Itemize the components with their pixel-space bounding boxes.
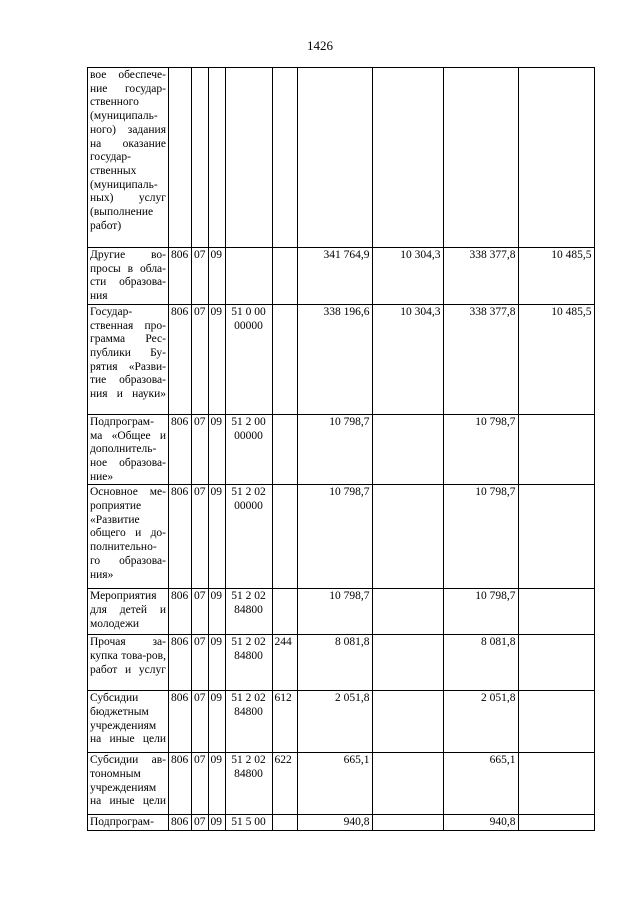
item-name-cell: Другие во-просы в обла-сти образова-ния (88, 248, 169, 305)
target-article-cell: 51 2 02 00000 (225, 485, 272, 589)
amount-year2-cell: 2 051,8 (443, 691, 518, 753)
subvention-year1-cell (372, 691, 443, 753)
ministry-code-cell: 806 (169, 691, 192, 753)
subsection-code-cell: 09 (208, 485, 225, 589)
amount-year1-cell: 10 798,7 (297, 485, 372, 589)
table-row (88, 753, 595, 815)
subvention-year2-cell: 10 485,5 (518, 248, 594, 305)
page-number: 1426 (307, 38, 333, 53)
expense-type-cell (272, 485, 297, 589)
amount-year2-cell: 940,8 (443, 815, 518, 831)
ministry-code-cell: 806 (169, 635, 192, 691)
item-name-cell: вое обеспече-ние государ-ственного (муниципаль-ного) задания на оказание государ-ственных (муниципаль-ных) услуг (выполнение работ) (88, 68, 169, 248)
subvention-year1-cell (372, 753, 443, 815)
section-code-cell: 07 (192, 635, 209, 691)
subsection-code-cell: 09 (208, 414, 225, 485)
amount-year2-cell: 665,1 (443, 753, 518, 815)
amount-year2-cell: 10 798,7 (443, 414, 518, 485)
amount-year1-cell: 2 051,8 (297, 691, 372, 753)
expense-type-cell: 612 (272, 691, 297, 753)
subsection-code-cell: 09 (208, 691, 225, 753)
amount-year1-cell: 8 081,8 (297, 635, 372, 691)
table-row (88, 68, 595, 248)
target-article-cell (225, 68, 272, 248)
expense-type-cell: 244 (272, 635, 297, 691)
item-name-cell: Субсидии ав-тономным учреждениям на иные цели (88, 753, 169, 815)
expense-type-cell (272, 68, 297, 248)
item-name-cell: Основное ме-роприятие «Развитие общего и до-полнительно-го образова-ния» (88, 485, 169, 589)
item-name-cell: Подпрограм-ма «Общее и дополнитель-ное образова-ние» (88, 414, 169, 485)
subsection-code-cell (208, 68, 225, 248)
amount-year2-cell: 10 798,7 (443, 589, 518, 635)
target-article-cell: 51 2 02 84800 (225, 589, 272, 635)
section-code-cell: 07 (192, 589, 209, 635)
target-article-cell: 51 2 02 84800 (225, 753, 272, 815)
item-name-cell: Прочая за-купка това-ров, работ и услуг (88, 635, 169, 691)
expense-type-cell (272, 815, 297, 831)
subsection-code-cell: 09 (208, 304, 225, 414)
expense-type-cell (272, 589, 297, 635)
subvention-year2-cell (518, 414, 594, 485)
ministry-code-cell: 806 (169, 589, 192, 635)
amount-year2-cell (443, 68, 518, 248)
expense-type-cell: 622 (272, 753, 297, 815)
amount-year1-cell: 341 764,9 (297, 248, 372, 305)
amount-year1-cell (297, 68, 372, 248)
subvention-year2-cell (518, 68, 594, 248)
table-row (88, 304, 595, 414)
item-name-cell: Мероприятия для детей и молодежи (88, 589, 169, 635)
amount-year1-cell: 10 798,7 (297, 414, 372, 485)
table-row (88, 635, 595, 691)
subsection-code-cell: 09 (208, 753, 225, 815)
ministry-code-cell: 806 (169, 753, 192, 815)
table-row (88, 414, 595, 485)
ministry-code-cell (169, 68, 192, 248)
subvention-year1-cell (372, 589, 443, 635)
ministry-code-cell: 806 (169, 414, 192, 485)
amount-year2-cell: 338 377,8 (443, 248, 518, 305)
subsection-code-cell: 09 (208, 635, 225, 691)
target-article-cell (225, 248, 272, 305)
table-row (88, 691, 595, 753)
section-code-cell: 07 (192, 485, 209, 589)
subvention-year2-cell (518, 485, 594, 589)
item-name-cell: Субсидии бюджетным учреждениям на иные цели (88, 691, 169, 753)
item-name-cell: Подпрограм- (88, 815, 169, 831)
section-code-cell: 07 (192, 248, 209, 305)
ministry-code-cell: 806 (169, 815, 192, 831)
table-row (88, 248, 595, 305)
amount-year2-cell: 338 377,8 (443, 304, 518, 414)
ministry-code-cell: 806 (169, 485, 192, 589)
subsection-code-cell: 09 (208, 815, 225, 831)
subvention-year2-cell (518, 815, 594, 831)
subsection-code-cell: 09 (208, 248, 225, 305)
subvention-year2-cell (518, 691, 594, 753)
subsection-code-cell: 09 (208, 589, 225, 635)
amount-year1-cell: 940,8 (297, 815, 372, 831)
ministry-code-cell: 806 (169, 248, 192, 305)
section-code-cell: 07 (192, 304, 209, 414)
table-row (88, 815, 595, 831)
subvention-year2-cell: 10 485,5 (518, 304, 594, 414)
ministry-code-cell: 806 (169, 304, 192, 414)
amount-year1-cell: 338 196,6 (297, 304, 372, 414)
subvention-year1-cell (372, 414, 443, 485)
expense-type-cell (272, 304, 297, 414)
target-article-cell: 51 2 00 00000 (225, 414, 272, 485)
amount-year2-cell: 8 081,8 (443, 635, 518, 691)
section-code-cell: 07 (192, 815, 209, 831)
subvention-year1-cell (372, 485, 443, 589)
amount-year1-cell: 665,1 (297, 753, 372, 815)
subvention-year1-cell (372, 635, 443, 691)
target-article-cell: 51 2 02 84800 (225, 635, 272, 691)
section-code-cell (192, 68, 209, 248)
amount-year1-cell: 10 798,7 (297, 589, 372, 635)
expense-type-cell (272, 248, 297, 305)
target-article-cell: 51 0 00 00000 (225, 304, 272, 414)
item-name-cell: Государ-ственная про-грамма Рес-публики Бу-рятия «Разви-тие образова-ния и науки» (88, 304, 169, 414)
expense-type-cell (272, 414, 297, 485)
target-article-cell: 51 2 02 84800 (225, 691, 272, 753)
subvention-year2-cell (518, 635, 594, 691)
section-code-cell: 07 (192, 691, 209, 753)
target-article-cell: 51 5 00 (225, 815, 272, 831)
subvention-year1-cell: 10 304,3 (372, 304, 443, 414)
amount-year2-cell: 10 798,7 (443, 485, 518, 589)
section-code-cell: 07 (192, 753, 209, 815)
subvention-year1-cell (372, 815, 443, 831)
table-row (88, 485, 595, 589)
section-code-cell: 07 (192, 414, 209, 485)
subvention-year2-cell (518, 753, 594, 815)
table-row (88, 589, 595, 635)
budget-table (87, 67, 595, 831)
subvention-year2-cell (518, 589, 594, 635)
subvention-year1-cell (372, 68, 443, 248)
subvention-year1-cell: 10 304,3 (372, 248, 443, 305)
